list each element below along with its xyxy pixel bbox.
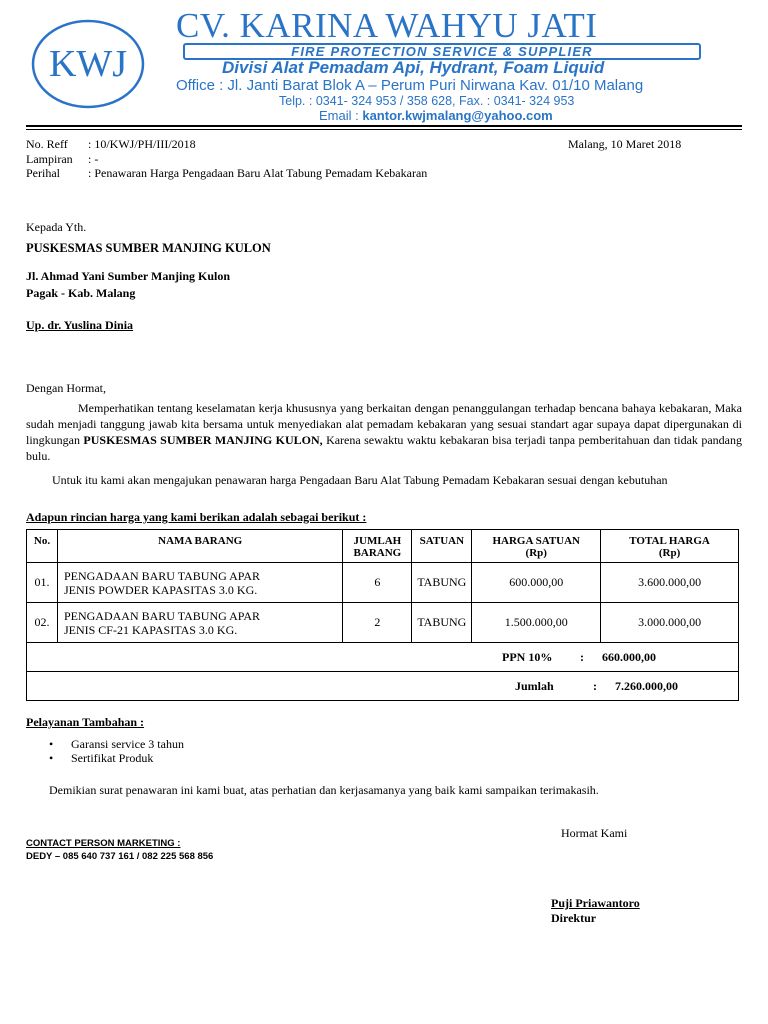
contact-line: DEDY – 085 640 737 161 / 082 225 568 856	[26, 851, 214, 862]
ref-value: : 10/KWJ/PH/III/2018	[88, 137, 196, 151]
office-address: Office : Jl. Janti Barat Blok A – Perum Puri Nirwana Kav. 01/10 Malang	[176, 77, 644, 94]
ppn-value: 660.000,00	[602, 649, 656, 664]
table-header-row	[27, 530, 739, 563]
ppn-label: PPN 10%	[502, 649, 553, 664]
lampiran-label: Lampiran	[26, 152, 73, 166]
list-item: • Sertifikat Produk	[49, 751, 184, 765]
lampiran-value: : -	[88, 152, 99, 166]
rincian-heading: Adapun rincian harga yang kami berikan adalah sebagai berikut :	[26, 510, 367, 524]
header-satuan: SATUAN	[412, 530, 472, 563]
row-jumlah: 6	[343, 563, 412, 603]
list-item: • Garansi service 3 tahun	[49, 737, 184, 751]
header-nama: NAMA BARANG	[57, 530, 342, 563]
header-divider	[26, 125, 742, 127]
recipient-name: PUSKESMAS SUMBER MANJING KULON	[26, 241, 271, 255]
total-cell	[27, 672, 739, 701]
logo-text: KWJ	[48, 43, 128, 85]
row-no: 01.	[27, 563, 58, 603]
header-total-1: TOTAL HARGA	[629, 535, 710, 547]
closing-text: Demikian surat penawaran ini kami buat, atas perhatian dan kerjasamanya yang baik kami sampaikan terimakasih.	[49, 783, 599, 797]
perihal-label: Perihal	[26, 166, 60, 180]
perihal-value: : Penawaran Harga Pengadaan Baru Alat Tabung Pemadam Kebakaran	[88, 166, 428, 180]
row-satuan: TABUNG	[412, 563, 472, 603]
jumlah-label: Jumlah	[515, 678, 554, 693]
division-line: Divisi Alat Pemadam Api, Hydrant, Foam Liquid	[222, 58, 605, 77]
row-harga: 600.000,00	[472, 563, 601, 603]
extras-list	[49, 737, 184, 765]
header-jumlah-2: BARANG	[353, 547, 402, 559]
row-nama-2: JENIS CF-21 KAPASITAS 3.0 KG.	[63, 622, 238, 637]
paragraph-1-text: Memperhatikan tentang keselamatan kerja khususnya yang berkaitan dengan penanggulangan terhadap bencana bahaya kebakaran, Maka sudah menjadi tanggung jawab kita bersama untuk menyediakan alat pemadam kebakaran yang sesuai standart agar supaya dapat dipergunakan di lingkungan	[26, 401, 742, 447]
header-jumlah-1: JUMLAH	[353, 535, 402, 547]
service-tagline: FIRE PROTECTION SERVICE & SUPPLIER	[183, 43, 701, 60]
signer-name: Puji Priawantoro	[551, 896, 640, 910]
price-table	[26, 529, 739, 701]
ppn-cell	[27, 643, 739, 672]
company-logo	[30, 18, 146, 110]
email-address: kantor.kwjmalang@yahoo.com	[362, 108, 553, 123]
greeting: Dengan Hormat,	[26, 381, 106, 395]
jumlah-colon: :	[593, 678, 597, 693]
jumlah-value: 7.260.000,00	[615, 678, 678, 693]
company-name: CV. KARINA WAHYU JATI	[176, 6, 598, 45]
table-row	[27, 563, 739, 603]
email-label: Email :	[319, 108, 363, 123]
row-jumlah: 2	[343, 603, 412, 643]
row-satuan: TABUNG	[412, 603, 472, 643]
paragraph-1-bold: PUSKESMAS SUMBER MANJING KULON,	[83, 433, 323, 447]
ppn-row	[27, 643, 739, 672]
row-no: 02.	[27, 603, 58, 643]
email-line	[319, 108, 553, 123]
row-total: 3.000.000,00	[601, 603, 739, 643]
ref-label: No. Reff	[26, 137, 68, 151]
row-nama	[57, 603, 342, 643]
paragraph-1-tail: Karena sewaktu waktu kebakaran bisa terjadi tanpa pemberitahuan dan tidak pandang bulu.	[26, 433, 742, 463]
ref-perihal	[26, 166, 427, 181]
kepada-label: Kepada Yth.	[26, 220, 87, 234]
row-nama-2: JENIS POWDER KAPASITAS 3.0 KG.	[63, 582, 258, 597]
total-row	[27, 672, 739, 701]
ppn-colon: :	[580, 649, 584, 664]
header-harga	[472, 530, 601, 563]
hormat-kami: Hormat Kami	[561, 826, 628, 840]
ref-lampiran	[26, 152, 98, 167]
header-total-2: (Rp)	[658, 547, 681, 559]
paragraph-1	[26, 400, 742, 464]
recipient-attention: Up. dr. Yuslina Dinia	[26, 318, 134, 332]
row-harga: 1.500.000,00	[472, 603, 601, 643]
row-nama-1: PENGADAAN BARU TABUNG APAR	[63, 608, 261, 623]
letter-date: Malang, 10 Maret 2018	[568, 137, 682, 151]
recipient-address-1: Jl. Ahmad Yani Sumber Manjing Kulon	[26, 269, 231, 283]
table-row	[27, 603, 739, 643]
extras-heading: Pelayanan Tambahan :	[26, 715, 145, 729]
recipient-address-2: Pagak - Kab. Malang	[26, 286, 136, 300]
header-jumlah	[343, 530, 412, 563]
row-nama	[57, 563, 342, 603]
row-total: 3.600.000,00	[601, 563, 739, 603]
header-total	[601, 530, 739, 563]
row-nama-1: PENGADAAN BARU TABUNG APAR	[63, 568, 261, 583]
header-no: No.	[27, 530, 58, 563]
phone-line: Telp. : 0341- 324 953 / 358 628, Fax. : 0341- 324 953	[279, 94, 575, 108]
header-divider-thin	[26, 129, 742, 130]
header-harga-1: HARGA SATUAN	[492, 535, 580, 547]
paragraph-2: Untuk itu kami akan mengajukan penawaran harga Pengadaan Baru Alat Tabung Pemadam Kebakaran sesuai dengan kebutuhan	[52, 473, 668, 487]
signer-position: Direktur	[551, 911, 597, 925]
ref-number	[26, 137, 196, 152]
header-harga-2: (Rp)	[525, 547, 547, 559]
contact-heading: CONTACT PERSON MARKETING :	[26, 838, 181, 849]
